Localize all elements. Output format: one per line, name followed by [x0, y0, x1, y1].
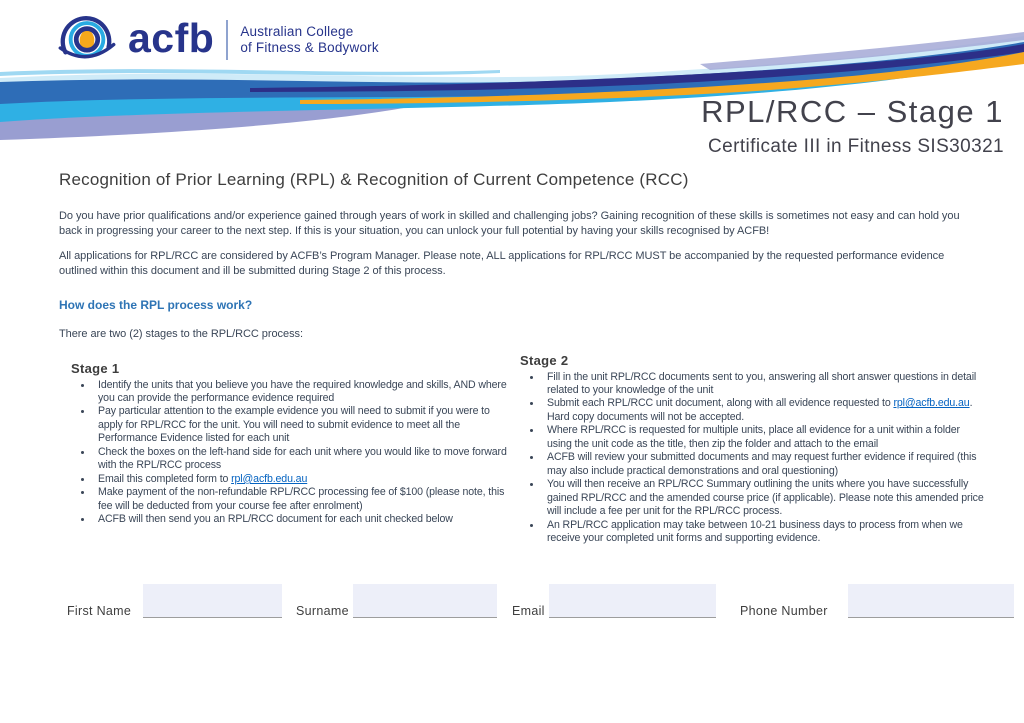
list-item-text: . Hard copy documents will not be accepted.	[547, 397, 973, 423]
list-item-text: You will then receive an RPL/RCC Summary outlining the units where you have successfully gained RPL/RCC and the amended course price (if applicable). Please note this amended price will include a fee per unit for the RPL/RCC process.	[547, 478, 984, 518]
stage2-title: Stage 2	[520, 352, 569, 368]
list-item	[542, 424, 986, 451]
logo-org-line1: Australian College	[240, 23, 354, 39]
stage2-list	[520, 371, 986, 546]
list-item	[93, 405, 511, 445]
list-item	[542, 519, 986, 546]
first-name-label: First Name	[67, 604, 132, 618]
phone-number-field[interactable]	[848, 584, 1014, 618]
stage1-list	[71, 379, 511, 527]
list-item-text: ACFB will review your submitted documents and may request further evidence if required (this may also include practical demonstrations and oral questioning)	[547, 451, 977, 477]
list-item	[93, 446, 511, 473]
section-heading: How does the RPL process work?	[59, 298, 253, 313]
list-item-text: Fill in the unit RPL/RCC documents sent to you, answering all short answer questions in detail related to your knowledge of the unit	[547, 370, 977, 397]
list-item	[93, 473, 511, 486]
list-item-text: Submit each RPL/RCC unit document, along with all evidence requested to	[547, 397, 894, 410]
list-item	[93, 486, 511, 513]
phone-number-label: Phone Number	[740, 604, 828, 618]
page-title: RPL/RCC – Stage 1	[701, 94, 1004, 129]
document-content	[59, 170, 986, 545]
list-item	[542, 397, 986, 424]
list-item-text: Email this completed form to	[98, 472, 232, 485]
stage-columns	[59, 353, 986, 546]
email-link[interactable]: rpl@acfb.edu.au	[893, 397, 970, 410]
stages-intro: There are two (2) stages to the RPL/RCC process:	[59, 328, 303, 341]
list-item-text: Check the boxes on the left-hand side for each unit where you would like to move forward with the RPL/RCC process	[98, 445, 507, 472]
list-item-text: An RPL/RCC application may take between 10-21 business days to process from when we receive your completed unit forms and supporting evidence.	[547, 518, 963, 545]
surname-field[interactable]	[353, 584, 497, 618]
email-link[interactable]: rpl@acfb.edu.au	[231, 472, 308, 485]
surname-label: Surname	[296, 604, 349, 618]
stage2-column	[520, 353, 986, 546]
intro-paragraph-1: Do you have prior qualifications and/or experience gained through years of work in skilled and challenging jobs? Gaining recognition of these skills is sometimes not easy and can hold you back in progressing your career to the next step. If this is your situation, you can unlock your full potential by having your skills recognised by ACFB!	[59, 210, 960, 237]
logo-org-name	[240, 24, 379, 60]
acfb-logo	[56, 8, 379, 76]
list-item	[542, 451, 986, 478]
first-name-field[interactable]	[143, 584, 282, 618]
email-label: Email	[512, 604, 545, 618]
list-item-text: Make payment of the non-refundable RPL/RCC processing fee of $100 (please note, this fee will be deducted from your course fee after enrolment)	[98, 486, 505, 512]
list-item-text: Where RPL/RCC is requested for multiple units, place all evidence for a unit within a folder using the unit code as the title, then zip the folder and attach to the email	[547, 424, 960, 450]
main-heading: Recognition of Prior Learning (RPL) & Recognition of Current Competence (RCC)	[59, 170, 689, 189]
stage1-column	[59, 361, 511, 546]
list-item	[542, 478, 986, 518]
logo-divider	[226, 20, 228, 60]
list-item	[542, 371, 986, 398]
list-item-text: Identify the units that you believe you have the required knowledge and skills, AND where you can provide the performance evidence required	[98, 378, 507, 405]
email-field[interactable]	[549, 584, 716, 618]
logo-org-line2: of Fitness & Bodywork	[240, 40, 379, 55]
logo-wordmark: acfb	[128, 14, 215, 61]
intro-paragraph-2: All applications for RPL/RCC are considered by ACFB’s Program Manager. Please note, ALL applications for RPL/RCC MUST be accompanied by the requested performance evidence outlined within this document and ill be submitted during Stage 2 of this process.	[59, 250, 945, 277]
acfb-emblem-icon	[56, 8, 118, 76]
list-item	[93, 379, 511, 406]
stage1-title: Stage 1	[71, 360, 120, 376]
list-item	[93, 513, 511, 526]
list-item-text: ACFB will then send you an RPL/RCC document for each unit checked below	[98, 513, 453, 526]
list-item-text: Pay particular attention to the example evidence you will need to submit if you were to apply for RPL/RCC for the unit. You will need to submit evidence to meet all the Performance Evidence listed for each unit	[98, 405, 490, 445]
title-block	[701, 94, 1004, 158]
page-subtitle: Certificate III in Fitness SIS30321	[708, 136, 1004, 157]
